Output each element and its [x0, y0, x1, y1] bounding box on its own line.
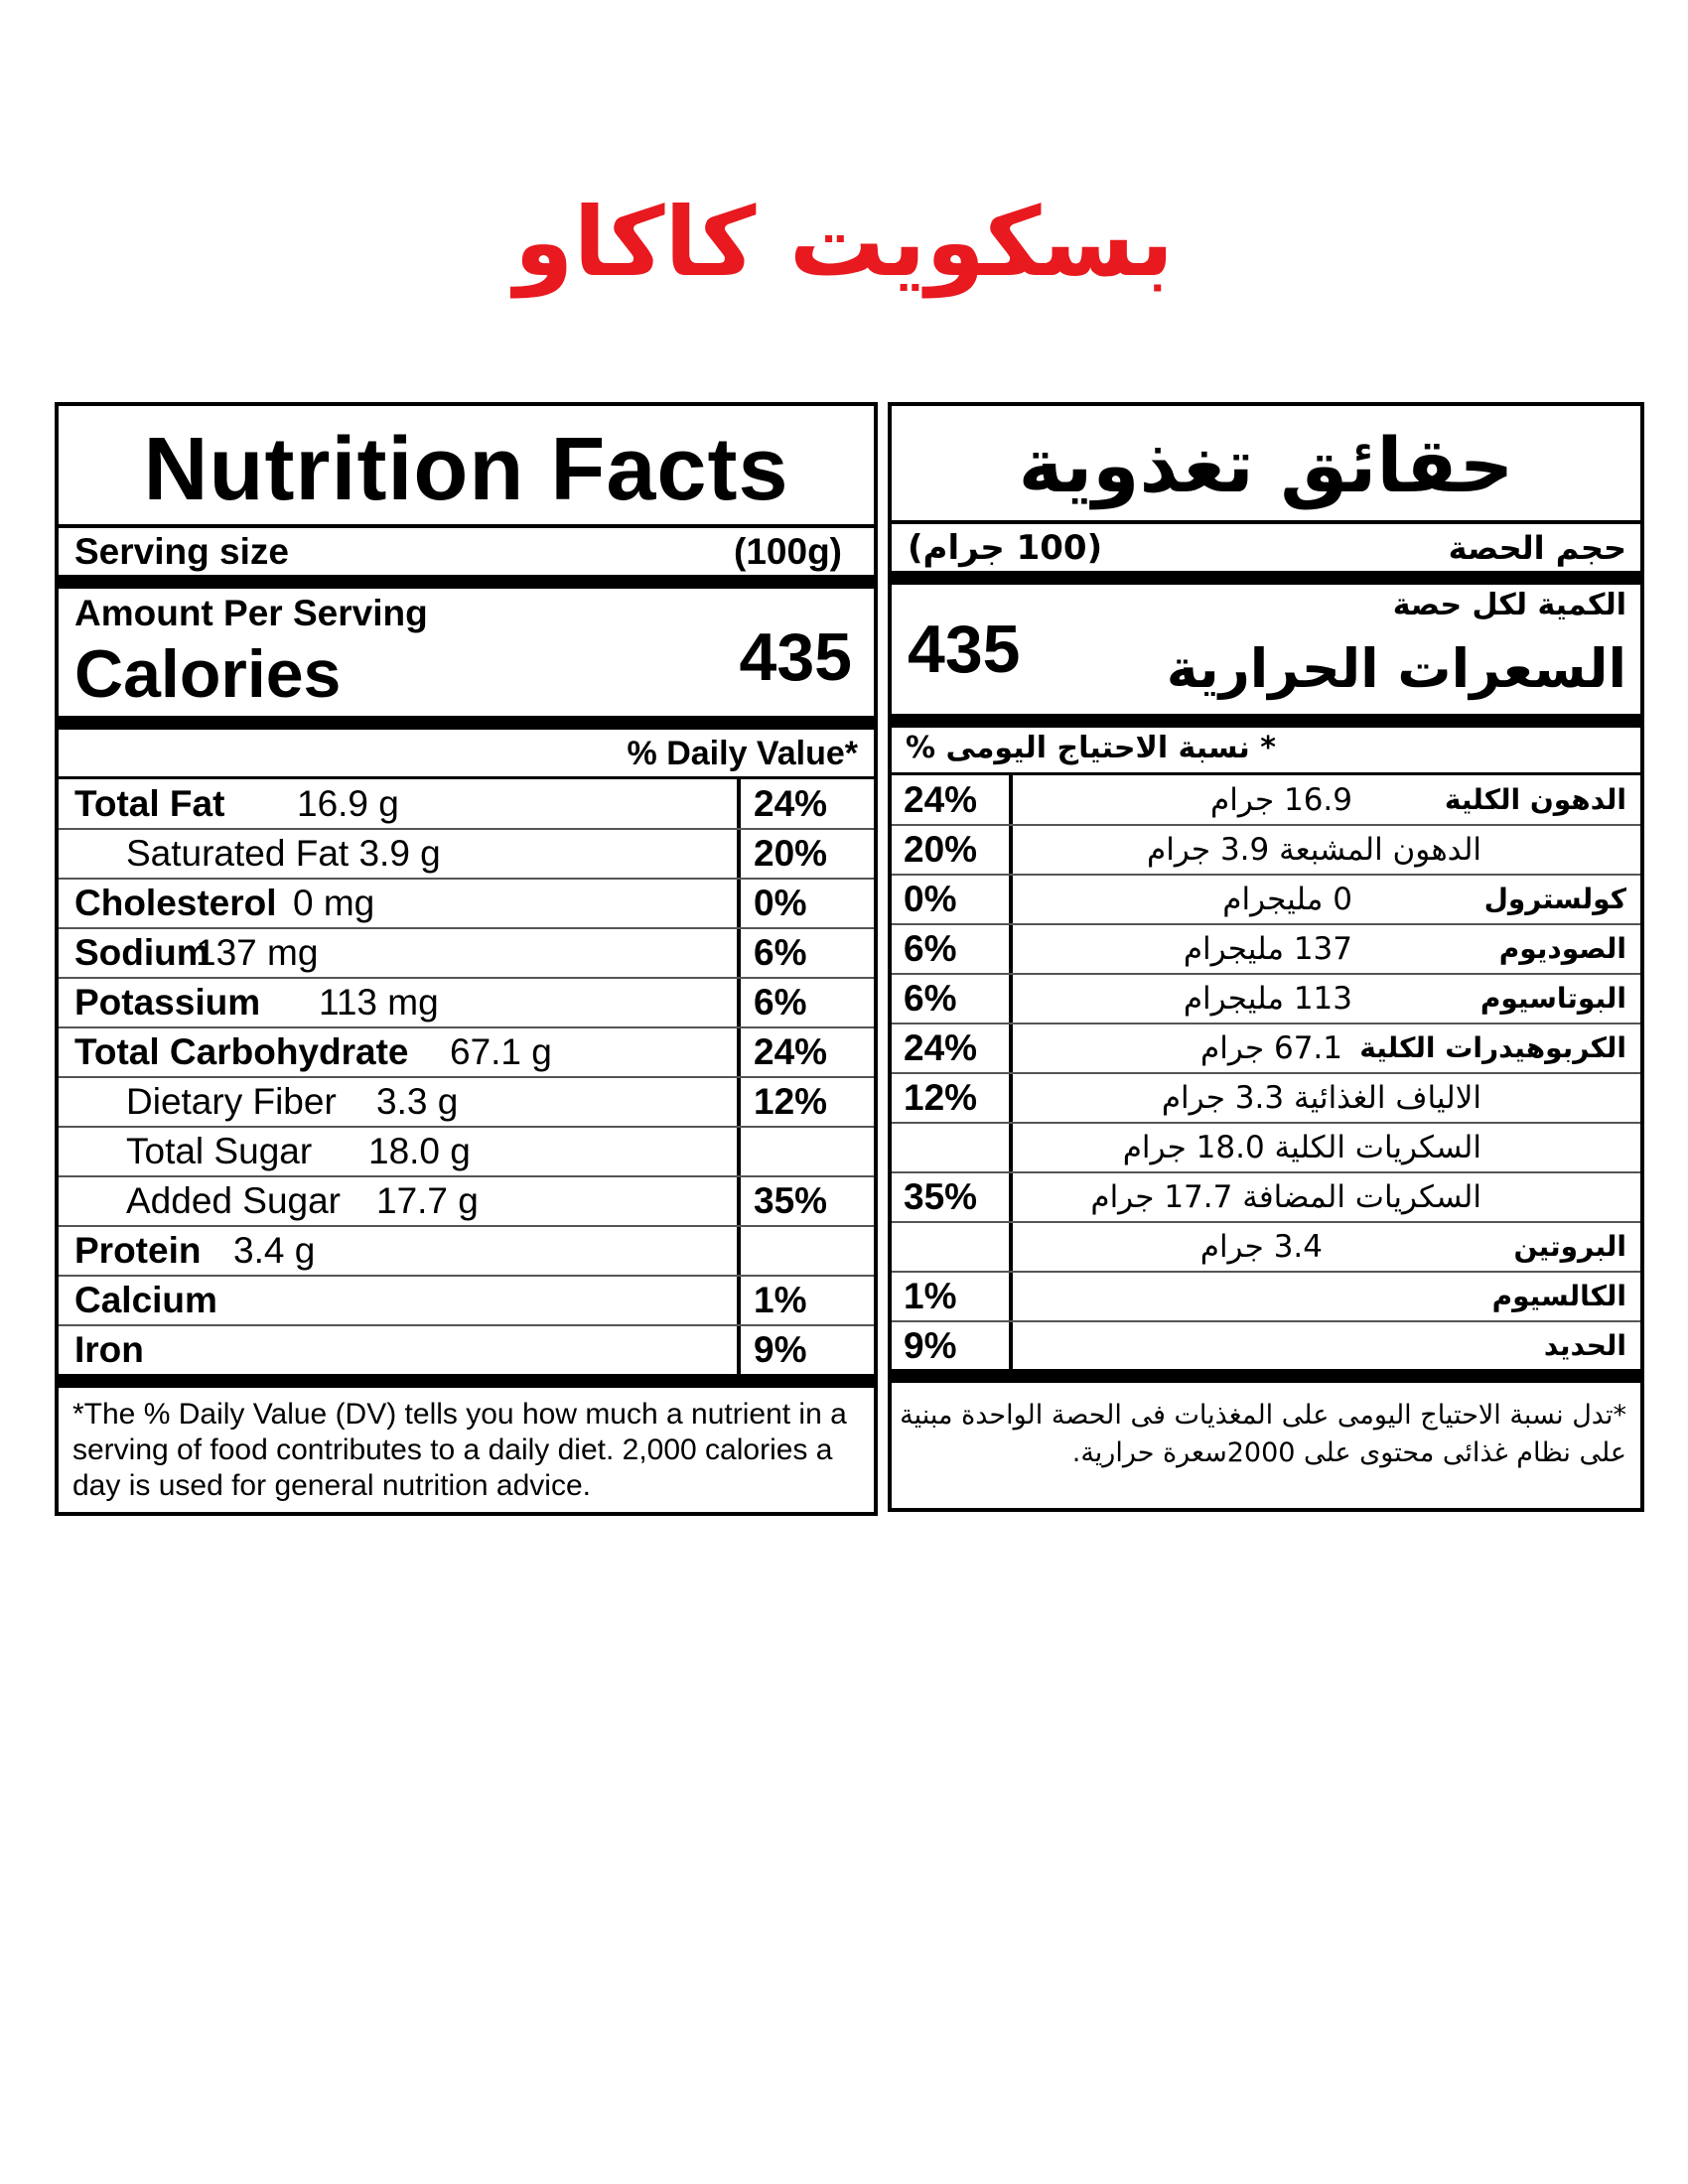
- nutrient-daily-value: 20%: [754, 833, 828, 874]
- nutrient-row: [59, 1176, 874, 1226]
- nutrient-row: [892, 924, 1640, 974]
- nutrient-daily-value: 0%: [754, 883, 807, 923]
- nutrient-name: Total Carbohydrate: [74, 1031, 409, 1072]
- nutrient-name: Protein: [74, 1230, 202, 1271]
- amount-per-serving-label: الكمية لكل حصة: [1392, 588, 1626, 622]
- nutrient-row: [59, 1276, 874, 1325]
- nutrient-row: [59, 829, 874, 879]
- nutrient-daily-value: 1%: [904, 1276, 957, 1316]
- footnote: [72, 1397, 847, 1504]
- footnote-line: serving of food contributes to a daily diet. 2,000 calories a: [72, 1433, 833, 1466]
- nutrient-row: [59, 1127, 874, 1176]
- nutrient-row: [59, 1077, 874, 1127]
- calories-value: 435: [739, 619, 852, 695]
- nutrient-daily-value: 35%: [904, 1176, 978, 1217]
- nutrient-daily-value: 35%: [754, 1180, 828, 1221]
- nutrient-daily-value: 6%: [904, 928, 957, 969]
- nutrient-row: [892, 825, 1640, 875]
- nutrient-daily-value: 9%: [754, 1329, 807, 1370]
- daily-value-header: % Daily Value*: [627, 735, 858, 772]
- nutrient-name: Total Sugar: [126, 1131, 313, 1171]
- nutrient-daily-value: 12%: [754, 1081, 828, 1122]
- nutrient-name: Calcium: [74, 1280, 217, 1320]
- nutrient-row: [59, 1027, 874, 1077]
- nutrient-name: Iron: [74, 1329, 144, 1370]
- nutrient-amount: 137 مليجرام: [1183, 931, 1352, 967]
- nutrient-amount: 3.4 جرام: [1199, 1229, 1323, 1265]
- nutrient-daily-value: 20%: [904, 829, 978, 870]
- nutrient-amount: 3.4 g: [233, 1230, 316, 1271]
- footnote-line: *The % Daily Value (DV) tells you how much a nutrient in a: [72, 1398, 847, 1431]
- nutrient-daily-value: 12%: [904, 1077, 978, 1118]
- nutrient-row: [892, 775, 1640, 825]
- nutrient-row: [892, 1073, 1640, 1123]
- nutrition-facts-panel-english: [55, 402, 878, 1516]
- nutrient-row: [892, 1222, 1640, 1272]
- nutrient-row: [59, 978, 874, 1027]
- nutrient-row: [59, 928, 874, 978]
- nutrient-name: الكربوهيدرات الكلية: [1359, 1031, 1626, 1064]
- footnote-line: day is used for general nutrition advice.: [72, 1469, 591, 1502]
- nutrient-amount: السكريات المضافة 17.7 جرام: [1090, 1179, 1481, 1215]
- nutrient-amount: 137 mg: [196, 932, 319, 973]
- nutrient-name: البوتاسيوم: [1479, 982, 1626, 1015]
- nutrient-amount: 18.0 g: [368, 1131, 471, 1171]
- nutrient-amount: الالياف الغذائية 3.3 جرام: [1161, 1080, 1481, 1116]
- panel-heading: Nutrition Facts: [143, 420, 789, 519]
- nutrient-daily-value: 1%: [754, 1280, 807, 1320]
- nutrient-daily-value: 6%: [754, 982, 807, 1023]
- amount-per-serving-label: Amount Per Serving: [74, 593, 428, 633]
- nutrient-row: [892, 1172, 1640, 1222]
- nutrient-amount: 17.7 g: [376, 1180, 479, 1221]
- nutrient-amount: 3.3 g: [376, 1081, 459, 1122]
- nutrient-daily-value: 6%: [904, 978, 957, 1019]
- nutrient-amount: 0 مليجرام: [1222, 882, 1352, 917]
- nutrient-name: Saturated Fat 3.9 g: [126, 833, 441, 874]
- calories-value: 435: [908, 612, 1021, 687]
- nutrient-daily-value: 6%: [754, 932, 807, 973]
- nutrient-daily-value: 9%: [904, 1325, 957, 1366]
- nutrient-daily-value: 24%: [904, 1027, 978, 1068]
- serving-size-label: حجم الحصة: [1448, 529, 1626, 567]
- nutrient-name: البروتين: [1513, 1230, 1626, 1263]
- serving-size-value: (100 جرام): [908, 528, 1103, 568]
- nutrient-row: [59, 1226, 874, 1276]
- nutrient-name: Potassium: [74, 982, 261, 1023]
- nutrient-row: [59, 1325, 874, 1375]
- nutrient-name: الصوديوم: [1498, 932, 1626, 965]
- nutrient-name: كولسترول: [1483, 883, 1626, 915]
- footnote: [900, 1397, 1626, 1472]
- nutrient-row: [892, 1321, 1640, 1371]
- panel-heading: حقائق تغذوية: [1018, 421, 1514, 509]
- nutrient-amount: 16.9 g: [297, 783, 399, 824]
- nutrient-amount: 0 mg: [293, 883, 375, 923]
- nutrient-row: [892, 875, 1640, 924]
- nutrient-row: [892, 1123, 1640, 1172]
- nutrient-daily-value: 24%: [904, 779, 978, 820]
- nutrient-daily-value: 0%: [904, 879, 957, 919]
- nutrient-amount: الدهون المشبعة 3.9 جرام: [1147, 832, 1481, 868]
- nutrient-row: [59, 879, 874, 928]
- nutrient-name: Dietary Fiber: [126, 1081, 337, 1122]
- nutrient-name: الدهون الكلية: [1444, 783, 1626, 816]
- nutrient-name: Total Fat: [74, 783, 225, 824]
- nutrient-amount: 113 mg: [319, 982, 439, 1023]
- nutrient-amount: 67.1 g: [450, 1031, 552, 1072]
- daily-value-header: * نسبة الاحتياج اليومى %: [906, 731, 1276, 765]
- footnote-line: *تدل نسبة الاحتياج اليومى على المغذيات فى الحصة الواحدة مبنية: [900, 1400, 1626, 1431]
- serving-size-value: (100g): [734, 531, 842, 572]
- nutrient-row: [59, 779, 874, 829]
- nutrient-amount: 16.9 جرام: [1210, 782, 1352, 818]
- serving-size-label: Serving size: [74, 531, 289, 572]
- nutrient-name: Added Sugar: [126, 1180, 342, 1221]
- nutrient-name: الحديد: [1543, 1329, 1626, 1362]
- nutrient-amount: السكريات الكلية 18.0 جرام: [1122, 1130, 1481, 1165]
- nutrient-name: الكالسيوم: [1491, 1280, 1626, 1312]
- calories-label: Calories: [74, 636, 342, 712]
- calories-label: السعرات الحرارية: [1166, 637, 1626, 700]
- nutrient-row: [892, 974, 1640, 1024]
- footnote-line: على نظام غذائى محتوى على 2000سعرة حرارية.: [1071, 1437, 1626, 1468]
- nutrient-name: Cholesterol: [74, 883, 277, 923]
- nutrient-daily-value: 24%: [754, 783, 828, 824]
- product-title: بسكويت كاكاو: [513, 187, 1175, 298]
- nutrition-facts-panel-arabic: [888, 402, 1644, 1512]
- nutrient-daily-value: 24%: [754, 1031, 828, 1072]
- nutrient-amount: 113 مليجرام: [1183, 981, 1352, 1017]
- nutrient-name: Sodium: [74, 932, 210, 973]
- nutrient-row: [892, 1024, 1640, 1073]
- nutrient-row: [892, 1272, 1640, 1321]
- nutrient-amount: 67.1 جرام: [1200, 1030, 1342, 1066]
